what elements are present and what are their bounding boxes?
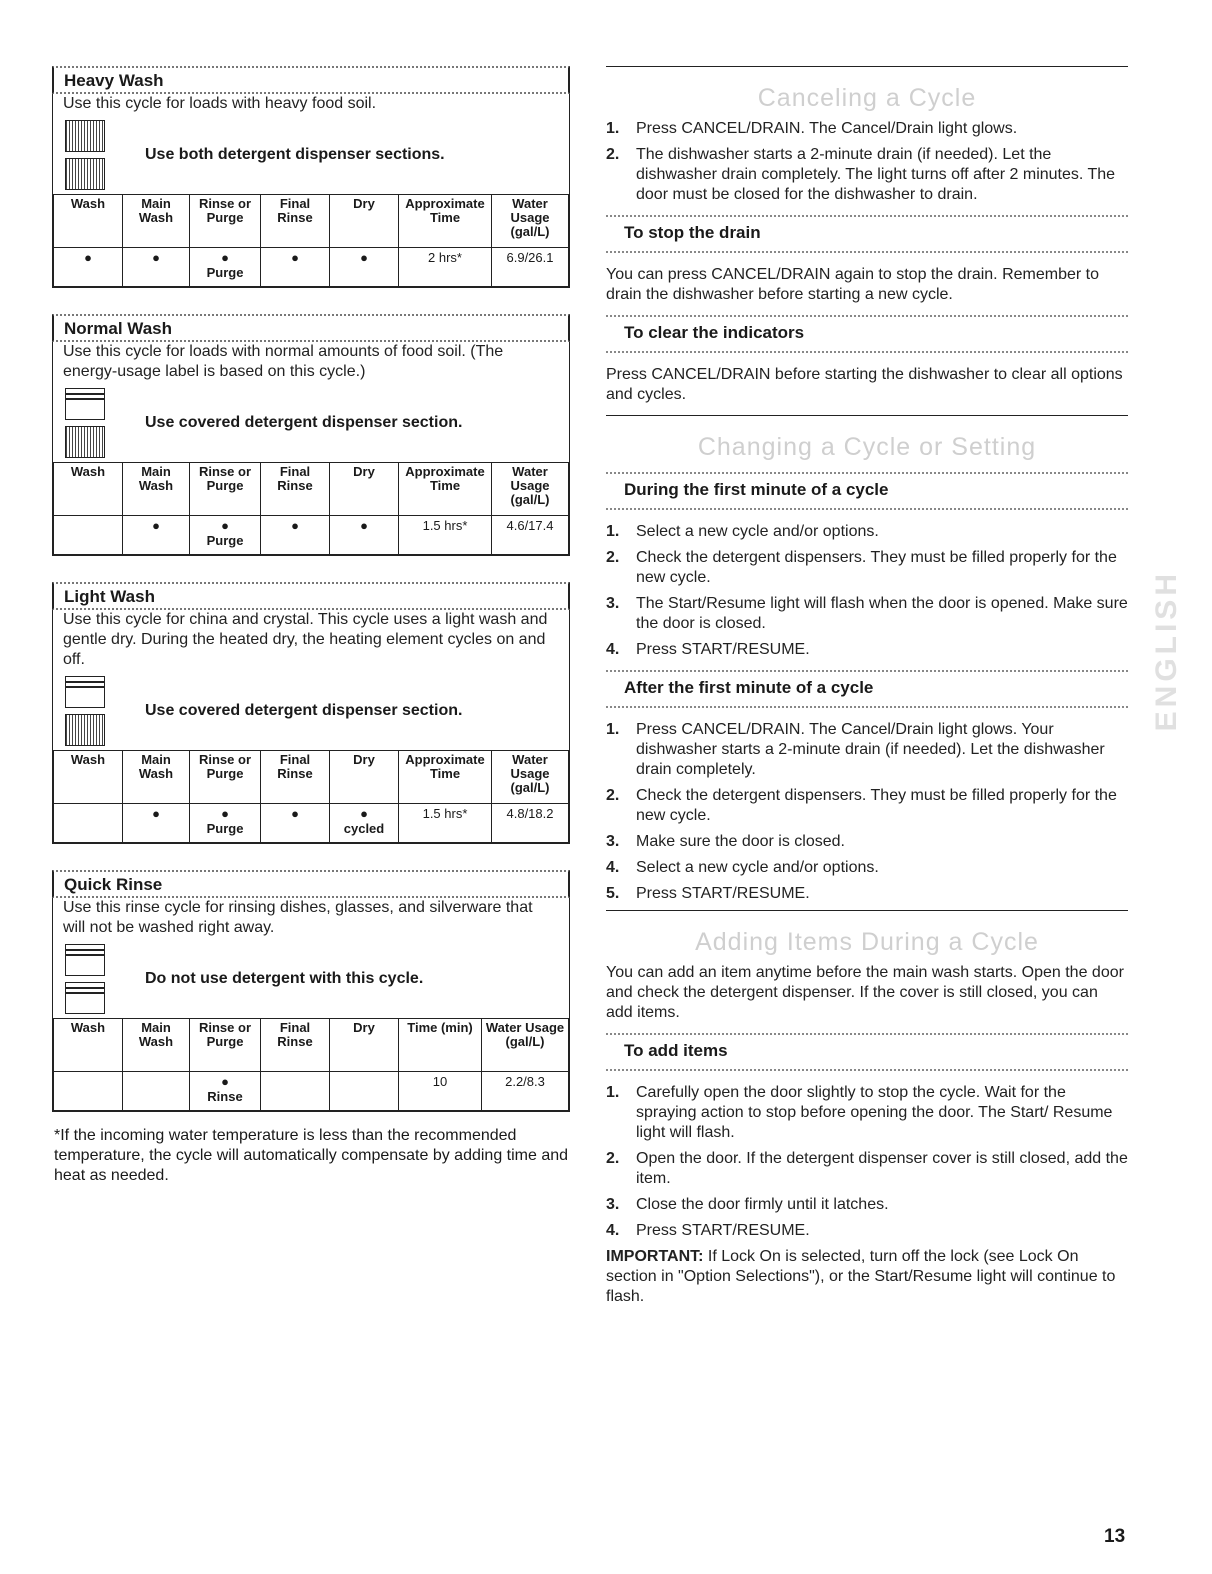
subheading-after-first-minute: After the first minute of a cycle: [606, 670, 1128, 708]
cell-wash: [54, 804, 123, 843]
cycle-body: [52, 94, 570, 288]
col-wash: Wash: [54, 1019, 123, 1072]
list-item: [606, 858, 1128, 878]
col-final-rinse: Final Rinse: [261, 463, 330, 516]
detergent-icons: [65, 676, 109, 746]
col-rinse-purge: Rinse or Purge: [190, 1019, 261, 1072]
section-divider: [606, 415, 1128, 416]
col-water: Water Usage (gal/L): [482, 1019, 569, 1072]
col-dry: Dry: [330, 751, 399, 804]
detergent-dispenser-covered-icon: [65, 388, 105, 420]
section-divider: [606, 66, 1128, 67]
table-row: [54, 1072, 569, 1111]
cell-main-wash: ●: [123, 804, 190, 843]
table-header-row: [54, 1019, 569, 1072]
cell-bullet: ●: [221, 1074, 229, 1089]
cycle-table: [53, 1018, 569, 1111]
cycle-title: Light Wash: [52, 582, 570, 610]
detergent-dispenser-covered-icon: [65, 944, 105, 976]
col-wash: Wash: [54, 751, 123, 804]
step-number: 4.: [606, 641, 620, 658]
cycle-description: Use this rinse cycle for rinsing dishes, glasses, and silverware that will not be washed right away.: [63, 899, 533, 936]
step-text: Press CANCEL/DRAIN. The Cancel/Drain light glows. Your dishwasher starts a 2-minute drain (if needed). Let the dishwasher drain completely.: [636, 721, 1105, 778]
col-rinse-purge: Rinse or Purge: [190, 751, 261, 804]
step-text: Press START/RESUME.: [636, 885, 810, 902]
step-text: Make sure the door is closed.: [636, 833, 845, 850]
cell-sub: Purge: [206, 533, 244, 548]
cell-final-rinse: ●: [261, 804, 330, 843]
subheading-add-items: To add items: [606, 1033, 1128, 1071]
cycle-body: [52, 898, 570, 1112]
cycle-table: [53, 194, 569, 287]
col-wash: Wash: [54, 195, 123, 248]
step-number: 5.: [606, 885, 620, 902]
section-heading-adding: Adding Items During a Cycle: [695, 928, 1039, 956]
step-number: 4.: [606, 1222, 620, 1239]
col-rinse-purge: Rinse or Purge: [190, 195, 261, 248]
step-text: Check the detergent dispensers. They must be filled properly for the new cycle.: [636, 549, 1117, 586]
cell-main-wash: ●: [123, 516, 190, 555]
detergent-dispenser-full-icon: [65, 426, 105, 458]
stop-drain-text: You can press CANCEL/DRAIN again to stop the drain. Remember to drain the dishwasher before starting a new cycle.: [606, 266, 1099, 303]
step-number: 2.: [606, 787, 620, 804]
list-item: [606, 786, 1128, 826]
important-label: IMPORTANT:: [606, 1248, 704, 1265]
cycle-instructions: [606, 66, 1128, 1317]
step-number: 3.: [606, 595, 620, 612]
list-item: [606, 1149, 1128, 1189]
cell-water: 4.6/17.4: [492, 516, 569, 555]
step-text: Press CANCEL/DRAIN. The Cancel/Drain light glows.: [636, 120, 1018, 137]
col-time: Approximate Time: [399, 195, 492, 248]
detergent-icons: [65, 120, 109, 190]
cycle-body: [52, 610, 570, 844]
cell-water: 2.2/8.3: [482, 1072, 569, 1111]
detergent-text: Use covered detergent dispenser section.: [145, 414, 463, 431]
cell-bullet: ●: [360, 806, 368, 821]
list-item: [606, 1221, 1128, 1241]
detergent-dispenser-covered-icon: [65, 676, 105, 708]
canceling-steps: [606, 119, 1128, 205]
step-text: Close the door firmly until it latches.: [636, 1196, 889, 1213]
language-side-tab: [1150, 570, 1184, 800]
col-main-wash: Main Wash: [123, 1019, 190, 1072]
list-item: [606, 1195, 1128, 1215]
step-text: The dishwasher starts a 2-minute drain (if needed). Let the dishwasher drain completely. The light turns off after 2 minutes. The door must be closed for the dishwasher to drain.: [636, 146, 1116, 203]
col-time: Approximate Time: [399, 751, 492, 804]
important-text: If Lock On is selected, turn off the lock (see Lock On section in "Option Selections"), or the Start/Resume light will continue to flash.: [606, 1248, 1116, 1305]
list-item: [606, 145, 1128, 205]
clear-indicators-text: Press CANCEL/DRAIN before starting the dishwasher to clear all options and cycles.: [606, 366, 1123, 403]
step-number: 3.: [606, 833, 620, 850]
cell-bullet: ●: [221, 518, 229, 533]
section-heading-changing: Changing a Cycle or Setting: [697, 433, 1037, 461]
col-wash: Wash: [54, 463, 123, 516]
list-item: [606, 522, 1128, 542]
detergent-icons: [65, 388, 109, 458]
col-dry: Dry: [330, 1019, 399, 1072]
cell-time: 1.5 hrs*: [399, 516, 492, 555]
cycle-title: Normal Wash: [52, 314, 570, 342]
list-item: [606, 640, 1128, 660]
col-dry: Dry: [330, 463, 399, 516]
step-text: Select a new cycle and/or options.: [636, 523, 879, 540]
cell-rinse-purge: [190, 248, 261, 287]
detergent-text: Use both detergent dispenser sections.: [145, 146, 445, 163]
col-final-rinse: Final Rinse: [261, 751, 330, 804]
table-row: [54, 516, 569, 555]
detergent-instruction: [53, 114, 569, 194]
cell-dry: [330, 1072, 399, 1111]
cell-wash: [54, 1072, 123, 1111]
cycle-table: [53, 750, 569, 843]
cycle-quick-rinse: [52, 870, 570, 1112]
step-text: Select a new cycle and/or options.: [636, 859, 879, 876]
detergent-instruction: [53, 670, 569, 750]
cell-final-rinse: ●: [261, 516, 330, 555]
cell-dry: ●: [330, 248, 399, 287]
adding-intro: You can add an item anytime before the main wash starts. Open the door and check the detergent dispenser. If the cover is still closed, you can add items.: [606, 964, 1124, 1021]
cycle-normal-wash: [52, 314, 570, 556]
section-divider: [606, 910, 1128, 911]
subheading-stop-drain: To stop the drain: [606, 215, 1128, 253]
detergent-instruction: [53, 382, 569, 462]
cell-rinse-purge: [190, 1072, 261, 1111]
list-item: [606, 884, 1128, 904]
cell-main-wash: ●: [123, 248, 190, 287]
col-main-wash: Main Wash: [123, 463, 190, 516]
col-final-rinse: Final Rinse: [261, 195, 330, 248]
detergent-dispenser-covered-icon: [65, 982, 105, 1014]
col-water: Water Usage (gal/L): [492, 463, 569, 516]
cycle-description: Use this cycle for china and crystal. This cycle uses a light wash and gentle dry. During the heated dry, the heating element cycles on and off.: [63, 611, 548, 668]
cell-dry: [330, 804, 399, 843]
cell-time: 10: [399, 1072, 482, 1111]
cell-main-wash: [123, 1072, 190, 1111]
step-number: 1.: [606, 120, 620, 137]
cell-water: 4.8/18.2: [492, 804, 569, 843]
cell-sub: Rinse: [207, 1089, 243, 1104]
side-tab-label: ENGLISH: [1150, 570, 1183, 732]
detergent-instruction: [53, 938, 569, 1018]
detergent-icons: [65, 944, 109, 1014]
detergent-dispenser-full-icon: [65, 120, 105, 152]
cell-bullet: ●: [221, 806, 229, 821]
cell-final-rinse: ●: [261, 248, 330, 287]
detergent-text: Do not use detergent with this cycle.: [145, 970, 424, 987]
step-text: Carefully open the door slightly to stop the cycle. Wait for the spraying action to stop before opening the door. The Start/ Resume light will flash.: [636, 1084, 1113, 1141]
cycle-table: [53, 462, 569, 555]
temperature-footnote: *If the incoming water temperature is less than the recommended temperature, the cycle will automatically compensate by adding time and heat as needed.: [54, 1127, 569, 1184]
col-time: Approximate Time: [399, 463, 492, 516]
cell-bullet: ●: [221, 250, 229, 265]
table-row: [54, 804, 569, 843]
cell-rinse-purge: [190, 516, 261, 555]
after-first-minute-steps: [606, 720, 1128, 904]
detergent-text: Use covered detergent dispenser section.: [145, 702, 463, 719]
detergent-dispenser-full-icon: [65, 158, 105, 190]
section-heading-canceling: Canceling a Cycle: [757, 84, 977, 112]
cell-final-rinse: [261, 1072, 330, 1111]
list-item: [606, 119, 1128, 139]
subheading-first-minute: During the first minute of a cycle: [606, 472, 1128, 510]
step-text: Open the door. If the detergent dispenser cover is still closed, add the item.: [636, 1150, 1128, 1187]
cycle-heavy-wash: [52, 66, 570, 288]
step-number: 2.: [606, 146, 620, 163]
cycle-description: Use this cycle for loads with heavy food soil.: [63, 95, 377, 112]
important-note: [606, 1247, 1128, 1307]
cell-time: 2 hrs*: [399, 248, 492, 287]
step-text: Press START/RESUME.: [636, 1222, 810, 1239]
list-item: [606, 594, 1128, 634]
col-main-wash: Main Wash: [123, 195, 190, 248]
col-dry: Dry: [330, 195, 399, 248]
cycle-light-wash: [52, 582, 570, 844]
first-minute-steps: [606, 522, 1128, 660]
col-main-wash: Main Wash: [123, 751, 190, 804]
cell-dry: ●: [330, 516, 399, 555]
step-number: 1.: [606, 523, 620, 540]
cell-sub: cycled: [343, 821, 385, 836]
col-final-rinse: Final Rinse: [261, 1019, 330, 1072]
list-item: [606, 720, 1128, 780]
cycle-title: Heavy Wash: [52, 66, 570, 94]
cell-sub: Purge: [206, 265, 244, 280]
step-number: 4.: [606, 859, 620, 876]
step-text: Press START/RESUME.: [636, 641, 810, 658]
step-number: 3.: [606, 1196, 620, 1213]
table-header-row: [54, 751, 569, 804]
table-row: [54, 248, 569, 287]
cell-wash: [54, 516, 123, 555]
step-number: 1.: [606, 721, 620, 738]
add-items-steps: [606, 1083, 1128, 1241]
list-item: [606, 1083, 1128, 1143]
col-water: Water Usage (gal/L): [492, 195, 569, 248]
cycle-descriptions: [52, 66, 570, 1186]
step-number: 1.: [606, 1084, 620, 1101]
cell-rinse-purge: [190, 804, 261, 843]
col-rinse-purge: Rinse or Purge: [190, 463, 261, 516]
table-header-row: [54, 195, 569, 248]
page-number: 13: [1104, 1526, 1126, 1547]
col-water: Water Usage (gal/L): [492, 751, 569, 804]
cycle-description: Use this cycle for loads with normal amounts of food soil. (The energy-usage label is based on this cycle.): [63, 343, 504, 380]
detergent-dispenser-full-icon: [65, 714, 105, 746]
cell-sub: Purge: [206, 821, 244, 836]
step-number: 2.: [606, 549, 620, 566]
subheading-clear-indicators: To clear the indicators: [606, 315, 1128, 353]
step-text: Check the detergent dispensers. They must be filled properly for the new cycle.: [636, 787, 1117, 824]
table-header-row: [54, 463, 569, 516]
cycle-body: [52, 342, 570, 556]
list-item: [606, 832, 1128, 852]
col-time: Time (min): [399, 1019, 482, 1072]
cell-water: 6.9/26.1: [492, 248, 569, 287]
cell-time: 1.5 hrs*: [399, 804, 492, 843]
list-item: [606, 548, 1128, 588]
cycle-title: Quick Rinse: [52, 870, 570, 898]
step-text: The Start/Resume light will flash when the door is opened. Make sure the door is closed.: [636, 595, 1128, 632]
cell-wash: ●: [54, 248, 123, 287]
step-number: 2.: [606, 1150, 620, 1167]
